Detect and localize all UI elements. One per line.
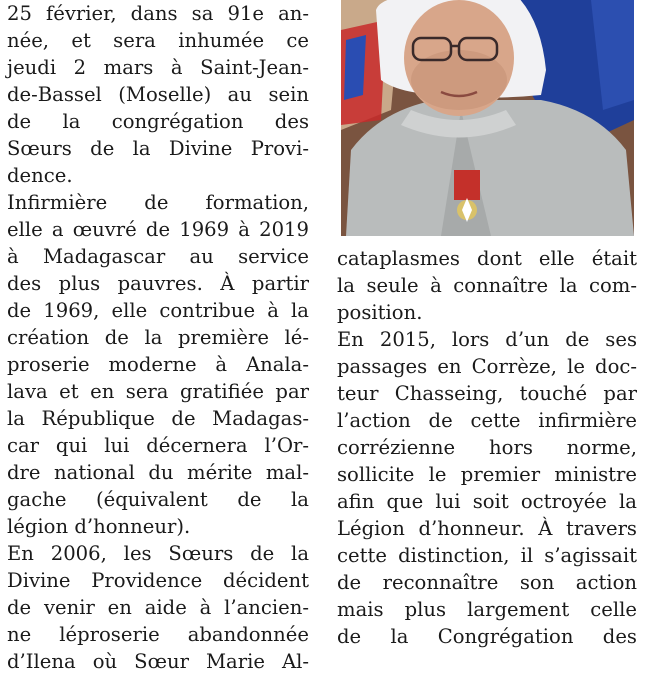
left-column-line: dre national du mérite mal-	[7, 461, 309, 484]
article-column-right	[337, 245, 637, 650]
left-column-line: de la congrégation des	[7, 110, 309, 133]
left-column-line: proserie moderne à Anala-	[7, 353, 309, 376]
left-column-line: gache (équivalent de la	[7, 488, 309, 511]
right-column-line: cette distinction, il s’agissait	[337, 544, 637, 567]
left-column-line: Infirmière de formation,	[7, 191, 309, 214]
right-column-line: l’action de cette infirmière	[337, 409, 637, 432]
right-column-line: sollicite le premier ministre	[337, 463, 637, 486]
left-column-line: à Madagascar au service	[7, 245, 309, 268]
left-column-line: lava et en sera gratifiée par	[7, 380, 309, 403]
left-column-line: car qui lui décernera l’Or-	[7, 434, 309, 457]
left-column-line: d’Ilena où Sœur Marie Al-	[7, 650, 309, 673]
left-column-line: jeudi 2 mars à Saint-Jean-	[7, 56, 309, 79]
left-column-line: de 1969, elle contribue à la	[7, 299, 309, 322]
left-column-line: Divine Providence décident	[7, 569, 309, 592]
right-column-line: passages en Corrèze, le doc-	[337, 355, 637, 378]
left-column-line: née, et sera inhumée ce	[7, 29, 309, 52]
right-column-line: corrézienne hors norme,	[337, 436, 637, 459]
left-column-line: dence.	[7, 164, 73, 187]
left-column-line: de-Bassel (Moselle) au sein	[7, 83, 309, 106]
article-column-left	[7, 0, 309, 673]
portrait-illustration	[341, 0, 634, 236]
right-column-line: afin que lui soit octroyée la	[337, 490, 637, 513]
right-column-line: mais plus largement celle	[337, 598, 637, 621]
right-column-line: cataplasmes dont elle était	[337, 247, 637, 270]
left-column-line: 25 février, dans sa 91e an-	[7, 2, 309, 25]
left-column-line: elle a œuvré de 1969 à 2019	[7, 218, 309, 241]
right-column-line: la seule à connaître la com-	[337, 274, 637, 297]
right-column-line: teur Chasseing, touché par	[337, 382, 637, 405]
right-column-line: de reconnaître son action	[337, 571, 637, 594]
left-column-line: des plus pauvres. À partir	[7, 272, 309, 295]
right-column-line: Légion d’honneur. À travers	[337, 517, 637, 540]
portrait-photo	[341, 0, 634, 236]
right-column-line: position.	[337, 301, 423, 324]
right-column-line: de la Congrégation des	[337, 625, 637, 648]
left-column-line: En 2006, les Sœurs de la	[7, 542, 309, 565]
left-column-line: la République de Madagas-	[7, 407, 309, 430]
left-column-line: Sœurs de la Divine Provi-	[7, 137, 309, 160]
left-column-line: ne léproserie abandonnée	[7, 623, 309, 646]
left-column-line: légion d’honneur).	[7, 515, 191, 538]
left-column-line: création de la première lé-	[7, 326, 309, 349]
left-column-line: de venir en aide à l’ancien-	[7, 596, 309, 619]
right-column-line: En 2015, lors d’un de ses	[337, 328, 637, 351]
